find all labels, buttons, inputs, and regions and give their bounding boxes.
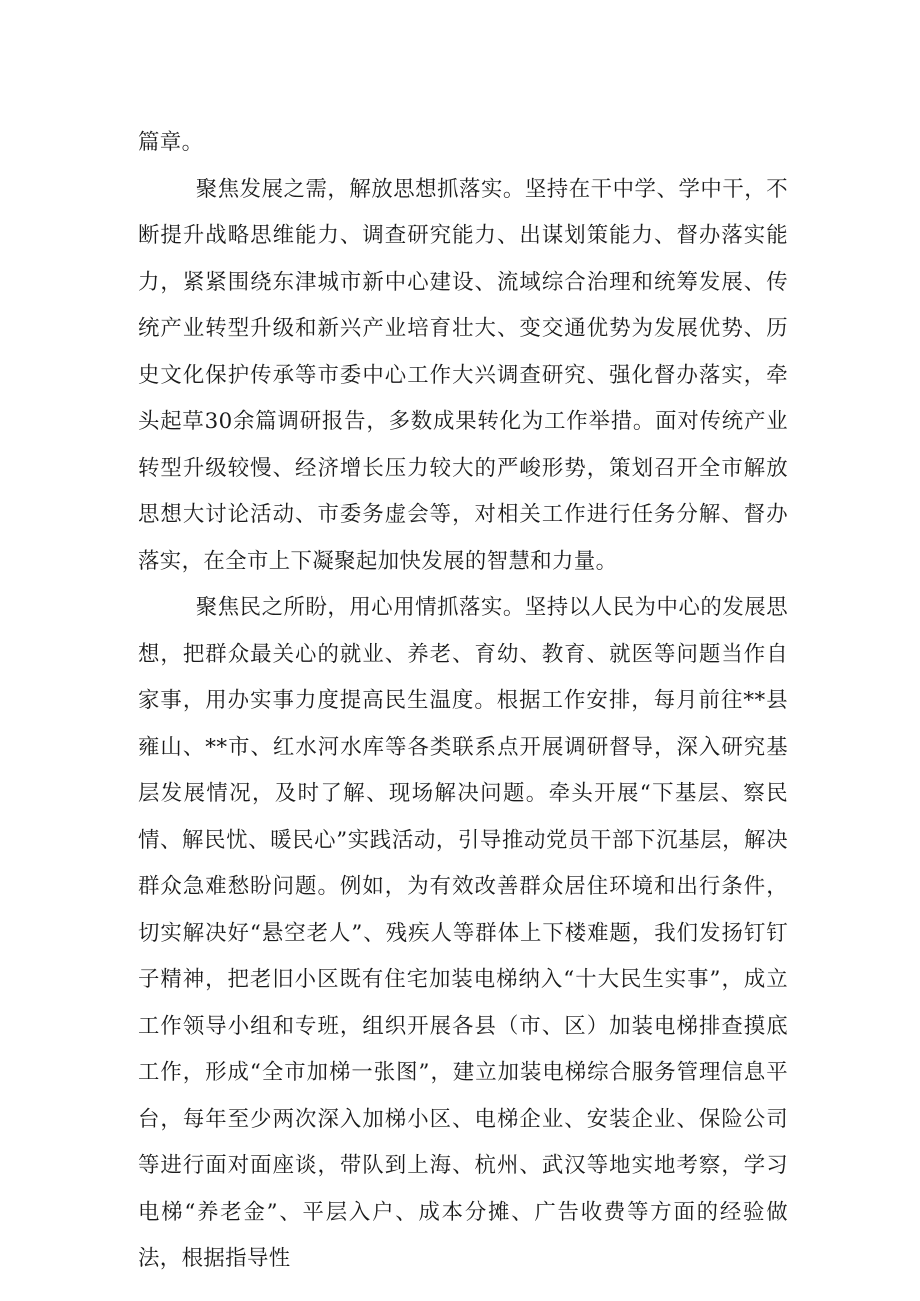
paragraph-livelihood: 聚焦民之所盼，用心用情抓落实。坚持以人民为中心的发展思想，把群众最关心的就业、养老、育幼、教育、就医等问题当作自家事，用办实事力度提高民生温度。根据工作安排，每月前往**县雍山、**市、红水河水库等各类联系点开展调研督导，深入研究基层发展情况，及时了解、现场解决问题。牵头开展“下基层、察民情、解民忧、暖民心”实践活动，引导推动党员干部下沉基层，解决群众急难愁盼问题。例如，为有效改善群众居住环境和出行条件，切实解决好“悬空老人”、残疾人等群体上下楼难题，我们发扬钉钉子精神，把老旧小区既有住宅加装电梯纳入“十大民生实事”，成立工作领导小组和专班，组织开展各县（市、区）加装电梯排查摸底工作，形成“全市加梯一张图”，建立加装电梯综合服务管理信息平台，每年至少两次深入加梯小区、电梯企业、安装企业、保险公司等进行面对面座谈，带队到上海、杭州、武汉等地实地考察，学习电梯“养老金”、平层入户、成本分摊、广告收费等方面的经验做法，根据指导性 xyxy=(138,595,788,1271)
paragraph-development: 聚焦发展之需，解放思想抓落实。坚持在干中学、学中干，不断提升战略思维能力、调查研究能力、出谋划策能力、督办落实能力，紧紧围绕东津城市新中心建设、流域综合治理和统筹发展、传统产业转型升级和新兴产业培育壮大、变交通优势为发展优势、历史文化保护传承等市委中心工作大兴调查研究、强化督办落实，牵头起草30余篇调研报告，多数成果转化为工作举措。面对传统产业转型升级较慢、经济增长压力较大的严峻形势，策划召开全市解放思想大讨论活动、市委务虚会等，对相关工作进行任务分解、督办落实，在全市上下凝聚起加快发展的智慧和力量。 xyxy=(138,176,788,574)
paragraph-continuation: 篇章。 xyxy=(138,130,204,155)
body-text xyxy=(138,120,788,1283)
